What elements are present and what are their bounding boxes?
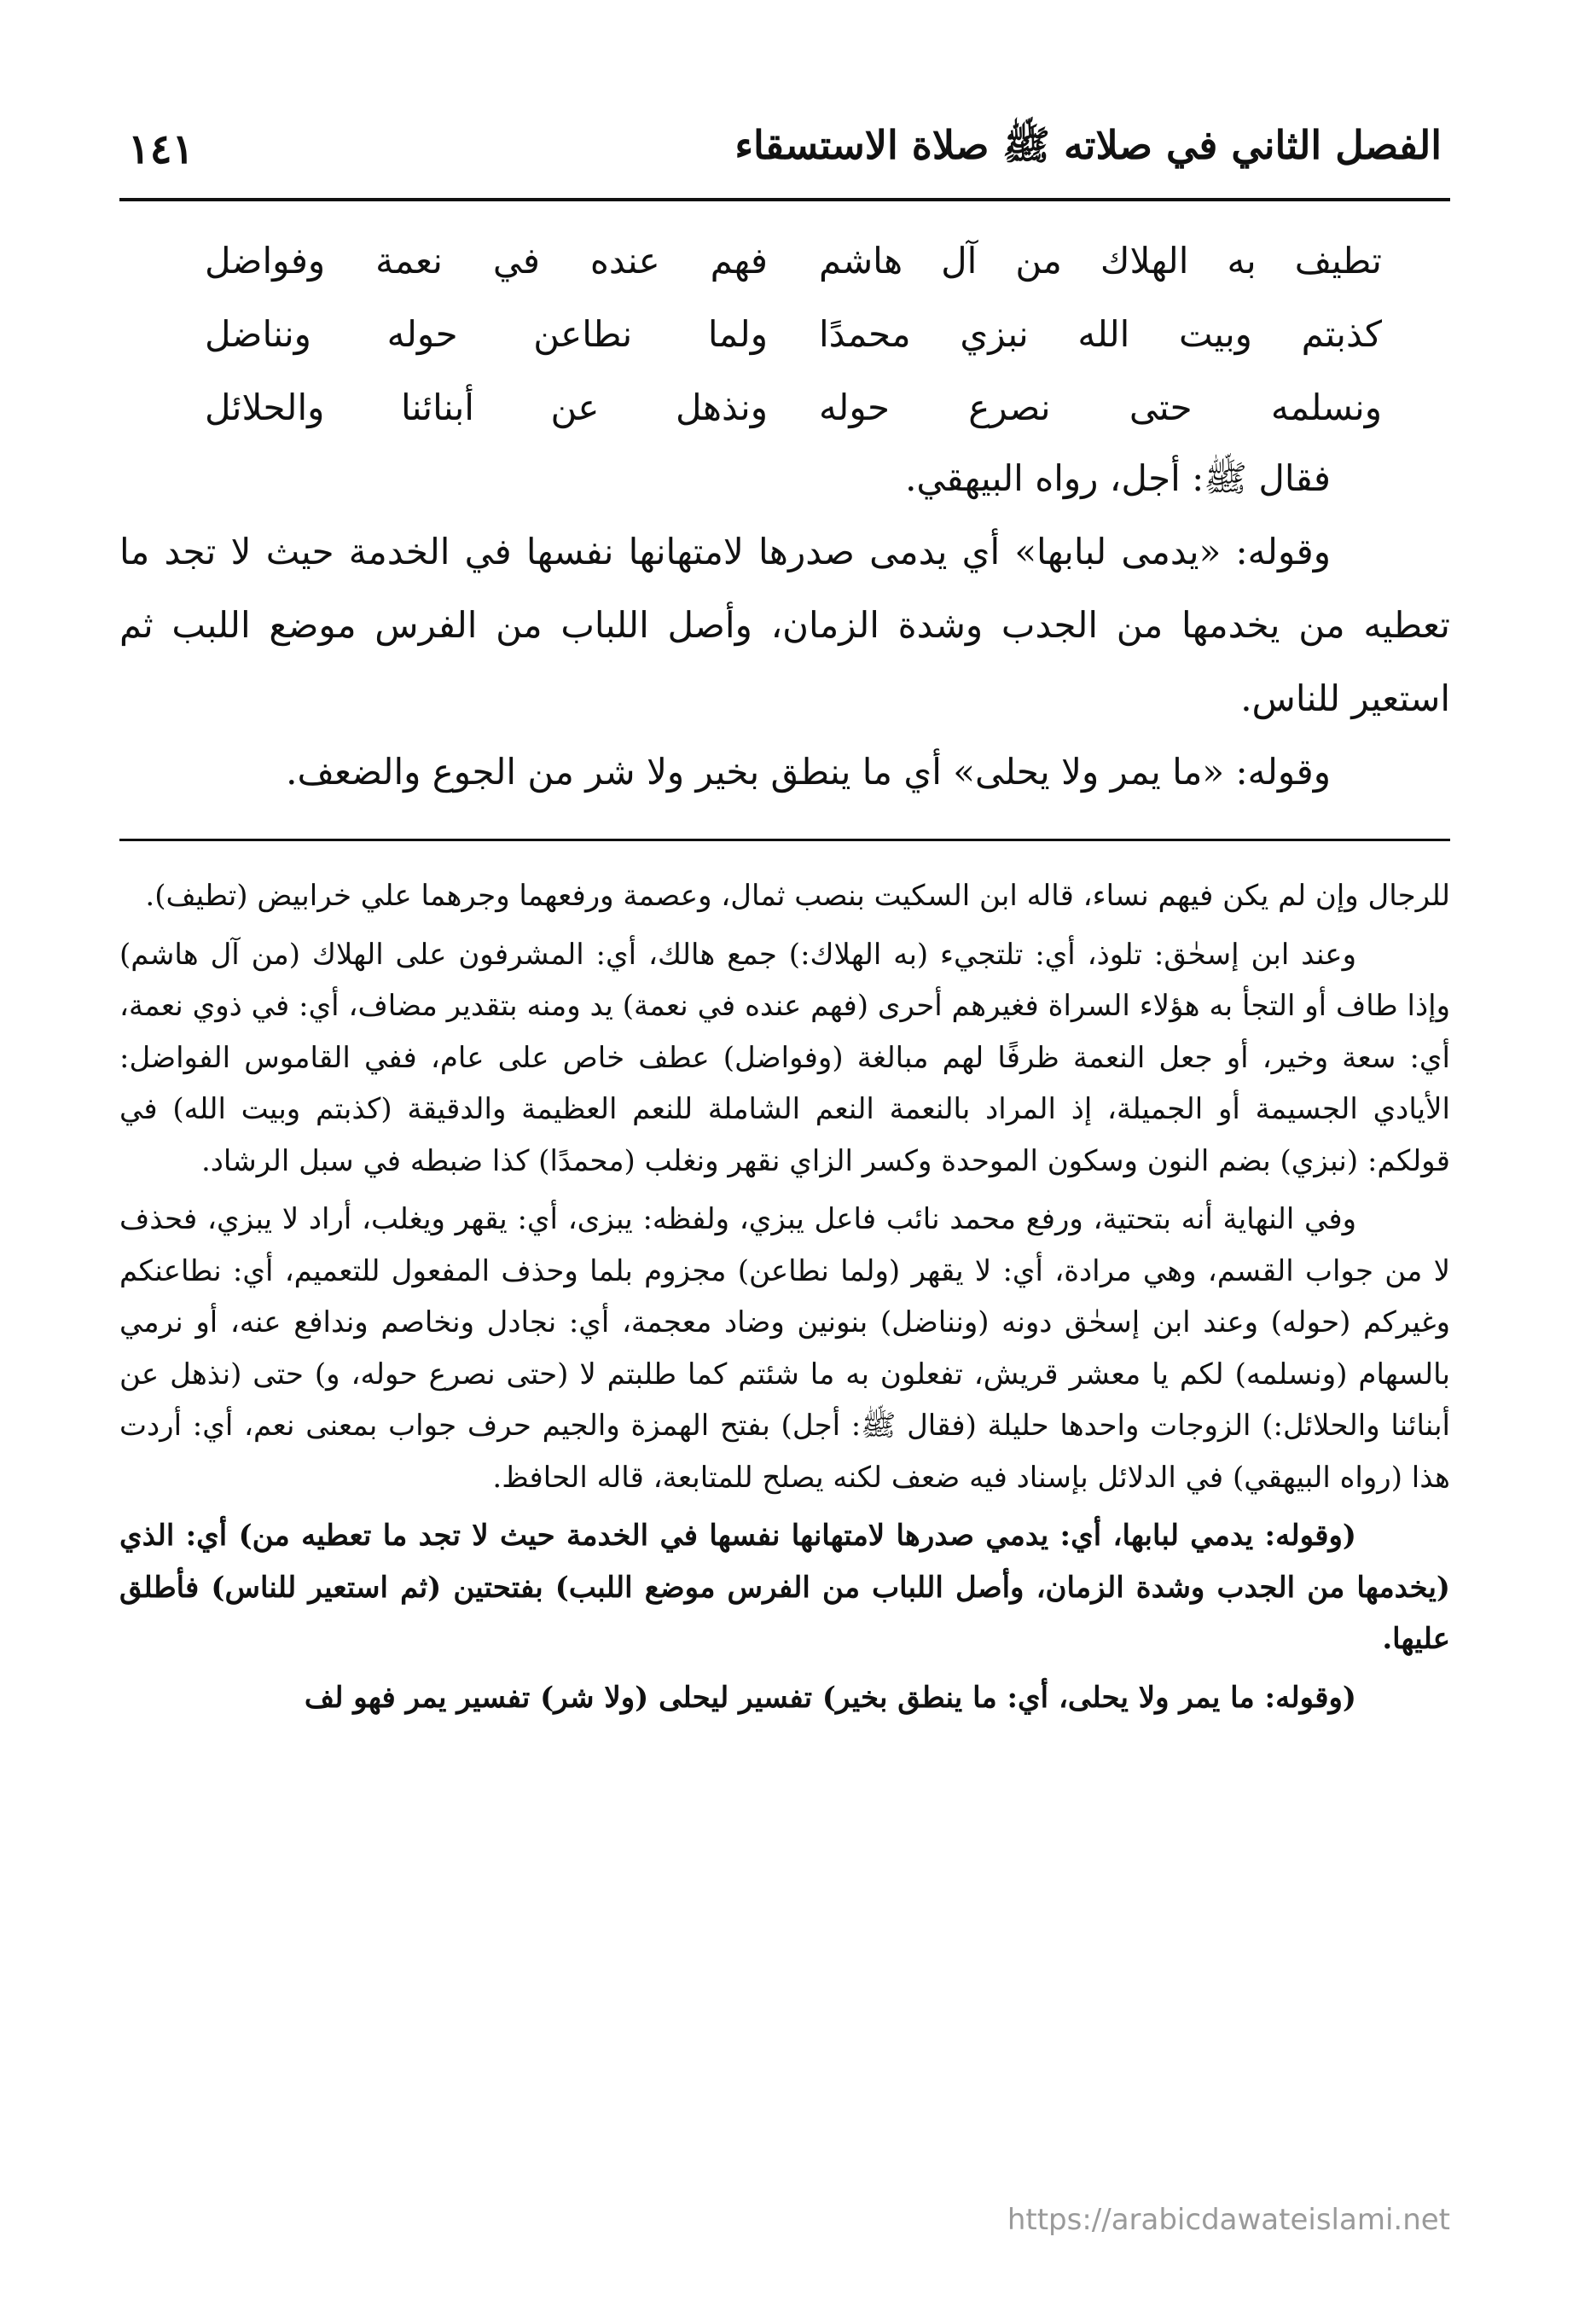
poem-verse (205, 224, 1382, 297)
page-header (128, 102, 1442, 196)
poem-hemistich-left: فهم عنده في نعمة وفواضل (205, 239, 768, 282)
footnote-divider (119, 839, 1450, 841)
chapter-title: الفصل الثاني في صلاته ﷺ صلاة الاستسقاء (734, 121, 1442, 168)
commentary-paragraph: (وقوله: يدمي لبابها، أي: يدمي صدرها لامتهانها نفسها في الخدمة حيث لا تجد ما تعطيه من) أي: الذي (يخدمها من الجدب وشدة الزمان، وأصل اللباب من الفرس موضع اللبب) بفتحتين (ثم استعير للناس) فأطلق عليها. (119, 1519, 1450, 1656)
poem-hemistich-right: كذبتم وبيت الله نبزي محمدًا (819, 312, 1382, 355)
poem-block (205, 224, 1382, 444)
watermark-url: https://arabicdawateislami.net (1007, 2203, 1450, 2237)
commentary-paragraph: (وقوله: ما يمر ولا يحلى، أي: ما ينطق بخير) تفسير ليحلى (ولا شر) تفسير يمر فهو لف (304, 1680, 1356, 1715)
poem-hemistich-left: ونذهل عن أبنائنا والحلائل (205, 386, 768, 428)
poem-hemistich-right: تطيف به الهلاك من آل هاشم (819, 239, 1382, 282)
commentary-paragraph: وفي النهاية أنه بتحتية، ورفع محمد نائب فاعل يبزي، ولفظه: يبزى، أي: يقهر ويغلب، أراد لا يبزي، فحذف لا من جواب القسم، وهي مرادة، أي: لا يقهر (ولما نطاعن) مجزوم بلما وحذف المفعول للتعميم، أي: نطاعنكم وغيركم (حوله) وعند ابن إسحٰق دونه (ونناضل) بنونين وضاد معجمة، أي: نجادل ونخاصم وندافع عنه، أو نرمي بالسهام (ونسلمه) لكم يا معشر قريش، تفعلون به ما شئتم كما طلبتم لا (حتى نصرع حوله، و) حتى (نذهل عن أبنائنا والحلائل:) الزوجات واحدها حليلة (فقال ﷺ: أجل) بفتح الهمزة والجيم حرف جواب بمعنى نعم، أي: أردت هذا (رواه البيهقي) في الدلائل بإسناد فيه ضعف لكنه يصلح للمتابعة، قاله الحافظ. (119, 1202, 1450, 1495)
page-number: ١٤١ (128, 125, 194, 173)
main-paragraph: وقوله: «ما يمر ولا يحلى» أي ما ينطق بخير ولا شر من الجوع والضعف. (286, 751, 1331, 793)
poem-hemistich-right: ونسلمه حتى نصرع حوله (819, 386, 1382, 428)
poem-hemistich-left: ولما نطاعن حوله ونناضل (205, 312, 768, 355)
main-paragraph: فقال ﷺ: أجل، رواه البيهقي. (905, 457, 1331, 499)
main-paragraph: وقوله: «يدمى لبابها» أي يدمى صدرها لامتهانها نفسها في الخدمة حيث لا تجد ما تعطيه من يخدمها من الجدب وشدة الزمان، وأصل اللباب من الفرس موضع اللبب ثم استعير للناس. (119, 531, 1450, 719)
header-divider (119, 198, 1450, 201)
commentary-paragraph: للرجال وإن لم يكن فيهم نساء، قاله ابن السكيت بنصب ثمال، وعصمة ورفعهما وجرهما علي خرابيض (تطيف). (145, 879, 1450, 913)
commentary-block (119, 870, 1450, 1730)
commentary-paragraph: وعند ابن إسحٰق: تلوذ، أي: تلتجيء (به الهلاك:) جمع هالك، أي: المشرفون على الهلاك (من آل هاشم) وإذا طاف أو التجأ به هؤلاء السراة فغيرهم أحرى (فهم عنده في نعمة) يد ومنه بتقدير مضاف، أي: في ذوي نعمة، أي: سعة وخير، أو جعل النعمة ظرفًا لهم مبالغة (وفواضل) عطف خاص على عام، ففي القاموس الفواضل: الأيادي الجسيمة أو الجميلة، إذ المراد بالنعمة النعم الشاملة للنعم العظيمة والدقيقة (كذبتم وبيت الله) في قولكم: (نبزي) بضم النون وسكون الموحدة وكسر الزاي نقهر ونغلب (محمدًا) كذا ضبطه في سبل الرشاد. (119, 937, 1450, 1178)
poem-verse (205, 370, 1382, 444)
main-text (119, 442, 1450, 809)
poem-verse (205, 297, 1382, 370)
